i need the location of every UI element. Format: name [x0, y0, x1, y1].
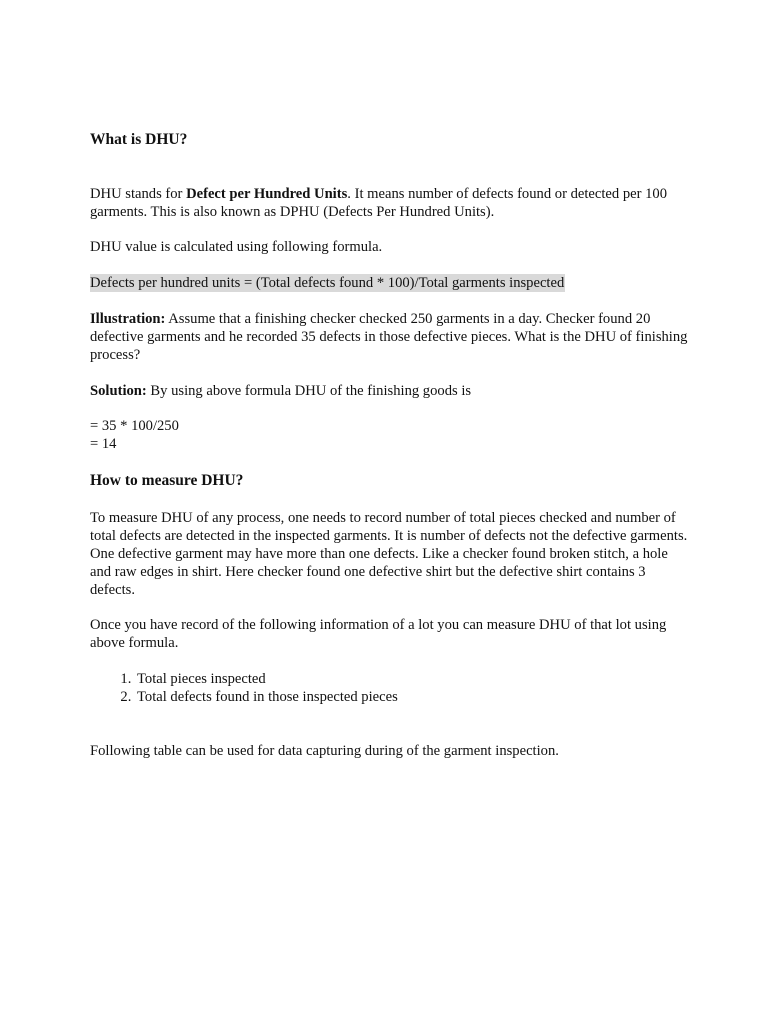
solution-paragraph: [90, 382, 690, 400]
calculation-line-2: = 14: [90, 436, 117, 452]
heading-how-to-measure: How to measure DHU?: [90, 472, 244, 489]
list-item: 2. Total defects found in those inspected pieces: [135, 688, 398, 706]
list-item: 1. Total pieces inspected: [135, 670, 398, 688]
intro-text-before: DHU stands for: [90, 186, 187, 202]
illustration-paragraph: [90, 310, 690, 364]
intro-paragraph: [90, 185, 690, 221]
solution-text: By using above formula DHU of the finishing goods is: [146, 383, 472, 399]
intro-bold-term: Defect per Hundred Units: [186, 186, 348, 202]
table-intro-paragraph: Following table can be used for data capturing during of the garment inspection.: [90, 743, 559, 759]
intro-text-after: . It means number of defects found or detected per 100 garments. This is also known as DPHU (Defects Per Hundred Units).: [90, 186, 668, 220]
calculation-line-1: = 35 * 100/250: [90, 418, 179, 434]
formula-intro-paragraph: DHU value is calculated using following formula.: [90, 239, 383, 255]
solution-label: Solution:: [90, 383, 147, 399]
formula-paragraph: [90, 274, 690, 292]
illustration-text: Assume that a finishing checker checked 250 garments in a day. Checker found 20 defective garments and he recorded 35 defects in those defective pieces. What is the DHU of finishing process?: [90, 311, 688, 363]
formula-highlight: Defects per hundred units = (Total defects found * 100)/Total garments inspected: [90, 275, 565, 291]
heading-what-is-dhu: What is DHU?: [90, 131, 188, 148]
illustration-label: Illustration:: [90, 311, 166, 327]
information-list: [90, 670, 398, 706]
measure-paragraph: To measure DHU of any process, one needs to record number of total pieces checked and number of total defects are detected in the inspected garments. It is number of defects not the defective garments. One defective garment may have more than one defects. Like a checker found broken stitch, a hole and raw edges in shirt. Here checker found one defective shirt but the defective shirt contains 3 defects.: [90, 510, 688, 598]
record-paragraph: Once you have record of the following information of a lot you can measure DHU of that lot using above formula.: [90, 617, 667, 651]
